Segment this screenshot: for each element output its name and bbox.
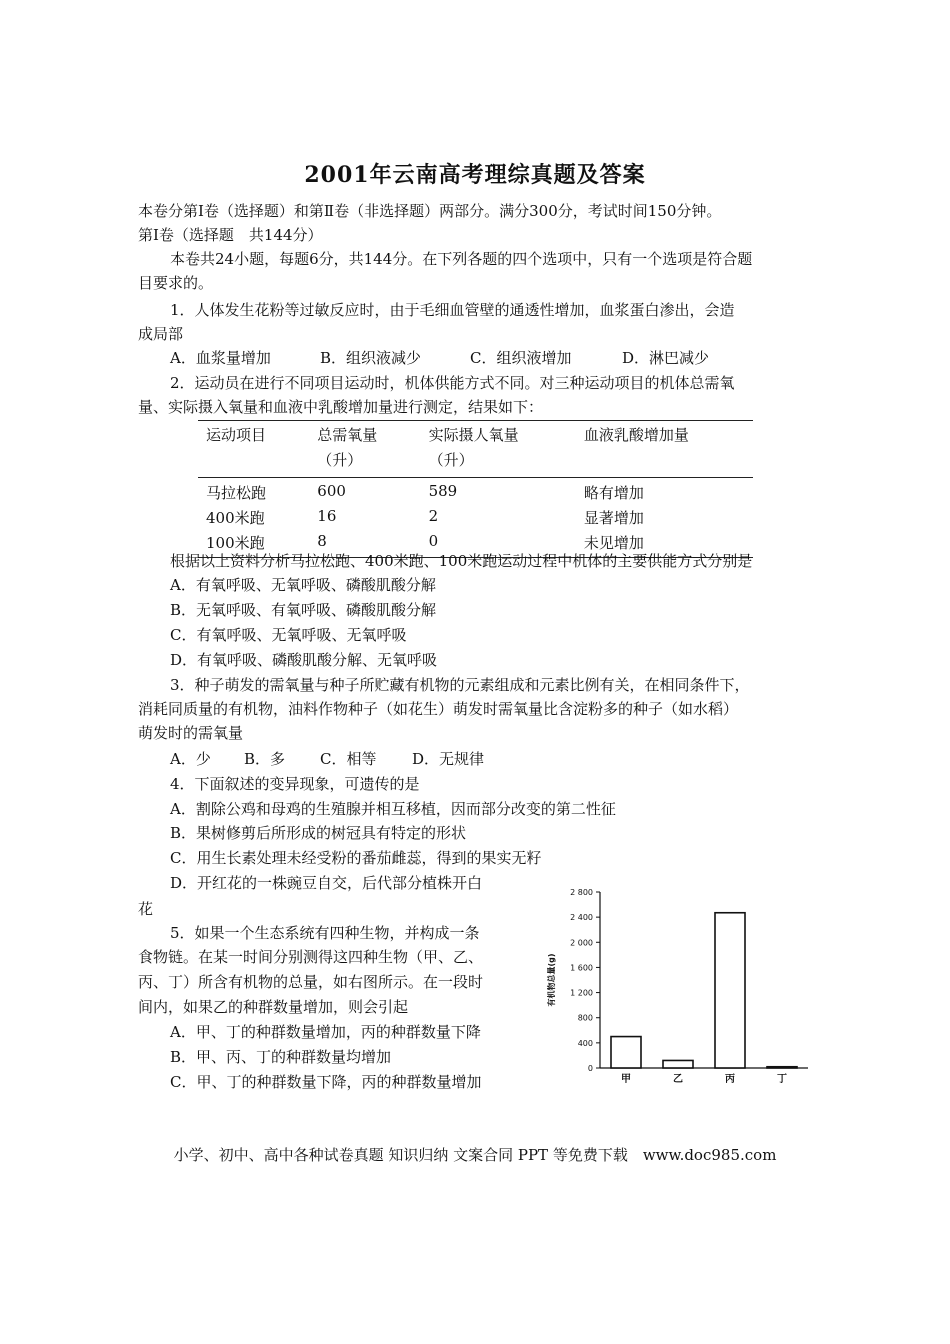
- part1-desc-line1: 本卷共24小题，每题6分，共144分。在下列各题的四个选项中，只有一个选项是符合题: [170, 250, 753, 268]
- table-cell: 16: [317, 507, 337, 525]
- table-unit: [576, 449, 753, 478]
- q3-option-a: A．少: [170, 750, 211, 768]
- q1-option-d: D．淋巴减少: [622, 349, 710, 367]
- x-tick-label: 丙: [725, 1074, 735, 1085]
- table-cell: 略有增加: [583, 484, 644, 502]
- q4-option-d-cont: 花: [138, 900, 154, 918]
- table-unit: （升）: [421, 449, 576, 478]
- q1-option-b: B．组织液减少: [320, 349, 422, 367]
- q5-stem-line3: 丙、丁）所含有机物的总量，如右图所示。在一段时: [138, 973, 484, 991]
- q2-stem-line1: 2．运动员在进行不同项目运动时，机体供能方式不同。对三种运动项目的机体总需氧: [170, 374, 735, 392]
- bar-乙: [663, 1060, 693, 1068]
- q5-stem-line1: 5．如果一个生态系统有四种生物，并构成一条: [170, 924, 480, 942]
- table-row: [198, 478, 753, 508]
- y-tick-label: 2 800: [570, 888, 593, 897]
- bar-丙: [715, 913, 745, 1068]
- q1-stem-line2: 成局部: [138, 325, 184, 343]
- part1-desc-line2: 目要求的。: [138, 274, 214, 292]
- q3-stem-line2: 消耗同质量的有机物，油料作物种子（如花生）萌发时需氧量比含淀粉多的种子（如水稻）: [138, 700, 739, 718]
- table-unit: [198, 449, 309, 478]
- y-tick-label: 1 200: [570, 988, 593, 998]
- q5-stem-line2: 食物链。在某一时间分别测得这四种生物（甲、乙、: [138, 948, 484, 966]
- table-cell: 100米跑: [198, 532, 309, 558]
- table-cell: 8: [309, 532, 420, 558]
- table-unit-row: [198, 449, 753, 478]
- y-tick-label: 2 400: [570, 913, 593, 923]
- x-tick-label: 乙: [673, 1074, 683, 1085]
- q3-option-c: C．相等: [320, 750, 377, 768]
- q4-option-a: A．割除公鸡和母鸡的生殖腺并相互移植，因而部分改变的第二性征: [170, 800, 616, 818]
- q2-option-d: D．有氧呼吸、磷酸肌酸分解、无氧呼吸: [170, 651, 438, 669]
- q2-stem-line2: 量、实际摄入氧量和血液中乳酸增加量进行测定，结果如下：: [138, 398, 544, 416]
- x-tick-label: 丁: [777, 1074, 787, 1085]
- y-axis-label: 有机物总量(g): [547, 953, 556, 1007]
- q2-option-c: C．有氧呼吸、无氧呼吸、无氧呼吸: [170, 626, 407, 644]
- x-tick-label: 甲: [621, 1074, 631, 1085]
- table-header: 运动项目: [198, 421, 309, 450]
- q5-option-c: C．甲、丁的种群数量下降，丙的种群数量增加: [170, 1073, 482, 1091]
- table-header: 总需氧量: [309, 421, 420, 450]
- y-tick-label: 1 600: [570, 963, 593, 973]
- q5-stem-line4: 间内，如果乙的种群数量增加，则会引起: [138, 998, 409, 1016]
- q3-option-d: D．无规律: [412, 750, 485, 768]
- bar-丁: [767, 1067, 797, 1068]
- organic-matter-bar-chart: [540, 880, 820, 1095]
- table-header: 实际摄人氧量: [421, 421, 576, 450]
- page-footer: 小学、初中、高中各种试卷真题 知识归纳 文案合同 PPT 等免费下载 www.doc985.com: [173, 1146, 777, 1164]
- table-cell: 马拉松跑: [206, 484, 267, 502]
- y-tick-label: 800: [577, 1013, 593, 1023]
- table-cell: 400米跑: [206, 509, 265, 527]
- q3-option-b: B．多: [244, 750, 286, 768]
- table-cell: 显著增加: [583, 509, 644, 527]
- table-cell: 0: [421, 532, 576, 558]
- q1-option-c: C．组织液增加: [470, 349, 572, 367]
- q4-option-c: C．用生长素处理未经受粉的番茄雌蕊，得到的果实无籽: [170, 849, 542, 867]
- q4-option-d: D．开红花的一株豌豆自交，后代部分植株开白: [170, 874, 483, 892]
- q5-option-b: B．甲、丙、丁的种群数量均增加: [170, 1048, 392, 1066]
- exercise-oxygen-table: [198, 420, 753, 558]
- q2-option-b: B．无氧呼吸、有氧呼吸、磷酸肌酸分解: [170, 601, 437, 619]
- part1-heading: 第Ⅰ卷（选择题 共144分）: [138, 226, 323, 244]
- table-unit: （升）: [309, 449, 420, 478]
- q1-option-a: A．血浆量增加: [170, 349, 271, 367]
- y-tick-label: 0: [587, 1064, 593, 1073]
- q5-option-a: A．甲、丁的种群数量增加，丙的种群数量下降: [170, 1023, 481, 1041]
- table-header-row: [198, 421, 753, 450]
- y-tick-label: 400: [577, 1038, 593, 1048]
- q2-option-a: A．有氧呼吸、无氧呼吸、磷酸肌酸分解: [170, 576, 436, 594]
- table-cell: 未见增加: [576, 532, 753, 558]
- q4-option-b: B．果树修剪后所形成的树冠具有特定的形状: [170, 824, 467, 842]
- q3-stem-line1: 3．种子萌发的需氧量与种子所贮藏有机物的元素组成和元素比例有关，在相同条件下，: [170, 676, 750, 694]
- q2-question: 根据以上资料分析马拉松跑、400米跑、100米跑运动过程中机体的主要供能方式分别是: [170, 552, 753, 570]
- table-cell: 589: [428, 482, 458, 500]
- page-title: 2001年云南高考理综真题及答案: [304, 162, 646, 188]
- q3-stem-line3: 萌发时的需氧量: [138, 724, 244, 742]
- y-tick-label: 2 000: [570, 938, 593, 948]
- q1-stem-line1: 1．人体发生花粉等过敏反应时，由于毛细血管壁的通透性增加，血浆蛋白渗出，会造: [170, 301, 735, 319]
- table-cell: 600: [317, 482, 346, 500]
- intro-text: 本卷分第Ⅰ卷（选择题）和第Ⅱ卷（非选择题）两部分。满分300分，考试时间150分钟。: [138, 202, 722, 220]
- table-row: [198, 507, 753, 532]
- q4-stem: 4．下面叙述的变异现象，可遗传的是: [170, 775, 420, 793]
- table-header: 血液乳酸增加量: [576, 421, 753, 450]
- bar-甲: [611, 1037, 641, 1068]
- table-cell: 2: [428, 507, 439, 525]
